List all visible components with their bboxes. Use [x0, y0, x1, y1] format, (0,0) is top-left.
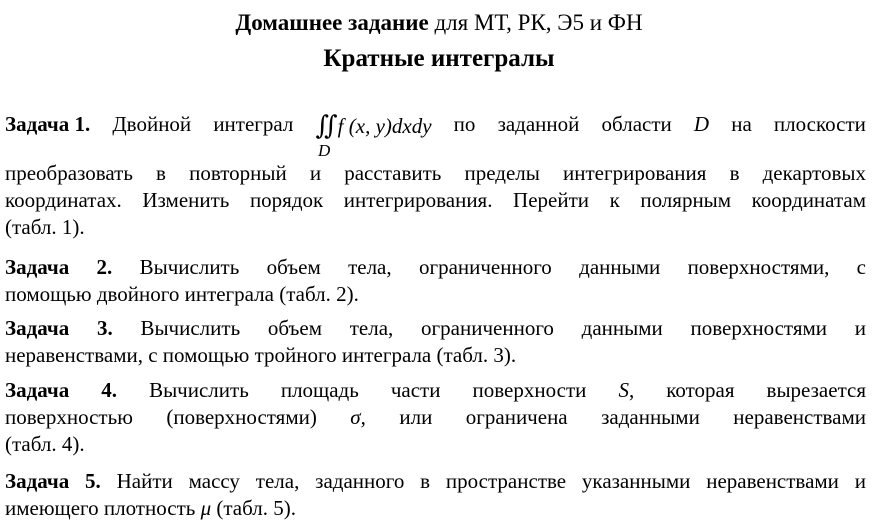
task-1-word: заданной: [497, 112, 580, 136]
task-1-label: Задача 1.: [5, 112, 91, 136]
task-1-first-line: [5, 111, 866, 161]
header-subtitle: Кратные интегралы: [323, 45, 555, 72]
task-5-last-line: [5, 495, 866, 522]
task-1-word: плоскости: [773, 112, 866, 136]
task-4-line1: [5, 377, 866, 404]
task-1-domain-var: D: [693, 112, 710, 136]
task-1-line: преобразовать в повторный и расставить пределы интегрирования в декартовых: [5, 161, 866, 185]
task-1-word: интеграл: [213, 112, 294, 136]
task-1-word: области: [601, 112, 672, 136]
task-4-text-d: , или ограничена заданными неравенствами: [360, 405, 866, 429]
task-3-line1: [5, 315, 866, 342]
task-2-line1: [5, 254, 866, 281]
header-title-bold: Домашнее задание: [235, 10, 429, 35]
integral-domain-subscript: D: [318, 141, 331, 160]
task-1-word: по: [453, 112, 476, 136]
task-4-label: Задача 4.: [5, 378, 118, 402]
task-1-word: на: [731, 112, 752, 136]
task-3-last-line: неравенствами, с помощью тройного интеграла (табл. 3).: [5, 343, 517, 367]
task-2-text: Вычислить объем тела, ограниченного данными поверхностями, с: [112, 255, 866, 279]
header-title-rest: для МТ, РК, Э5 и ФН: [428, 10, 643, 35]
task-3-label: Задача 3.: [5, 316, 113, 340]
task-5-text: Найти массу тела, заданного в пространстве указанными неравенствами и: [100, 469, 866, 493]
double-integral-formula: [316, 111, 432, 140]
double-integral-sign: ∬: [315, 111, 332, 140]
task-1-last-line: (табл. 1).: [5, 215, 85, 239]
task-4-text-b: , которая вырезается: [628, 378, 866, 402]
task-3: [5, 315, 866, 369]
task-2-label: Задача 2.: [5, 255, 113, 279]
task-4-var-sigma: σ: [350, 405, 361, 429]
integrand: f (x, y)dxdy: [337, 114, 432, 138]
task-4: [5, 377, 866, 458]
task-1-body: [5, 160, 866, 241]
task-4-text-a: Вычислить площадь части поверхности: [117, 378, 619, 402]
task-5-line1: [5, 468, 866, 495]
task-1-word: Двойной: [112, 112, 192, 136]
task-5-text-a: имеющего плотность: [5, 496, 201, 520]
task-5-text-b: (табл. 5).: [211, 496, 297, 520]
task-3-text: Вычислить объем тела, ограниченного данными поверхностями и: [112, 316, 866, 340]
task-5-label: Задача 5.: [5, 469, 101, 493]
task-5: [5, 468, 866, 522]
task-4-text-c: поверхностью (поверхностями): [5, 405, 351, 429]
task-4-var-s: S: [618, 378, 629, 402]
header-title: [0, 8, 878, 38]
task-2: [5, 254, 866, 308]
task-5-var-mu: μ: [200, 496, 212, 520]
task-1-line: координатах. Изменить порядок интегрирования. Перейти к полярным координатам: [5, 188, 866, 212]
task-2-last-line: помощью двойного интеграла (табл. 2).: [5, 282, 359, 306]
task-4-last-line: (табл. 4).: [5, 432, 85, 456]
task-4-line2: [5, 404, 866, 431]
